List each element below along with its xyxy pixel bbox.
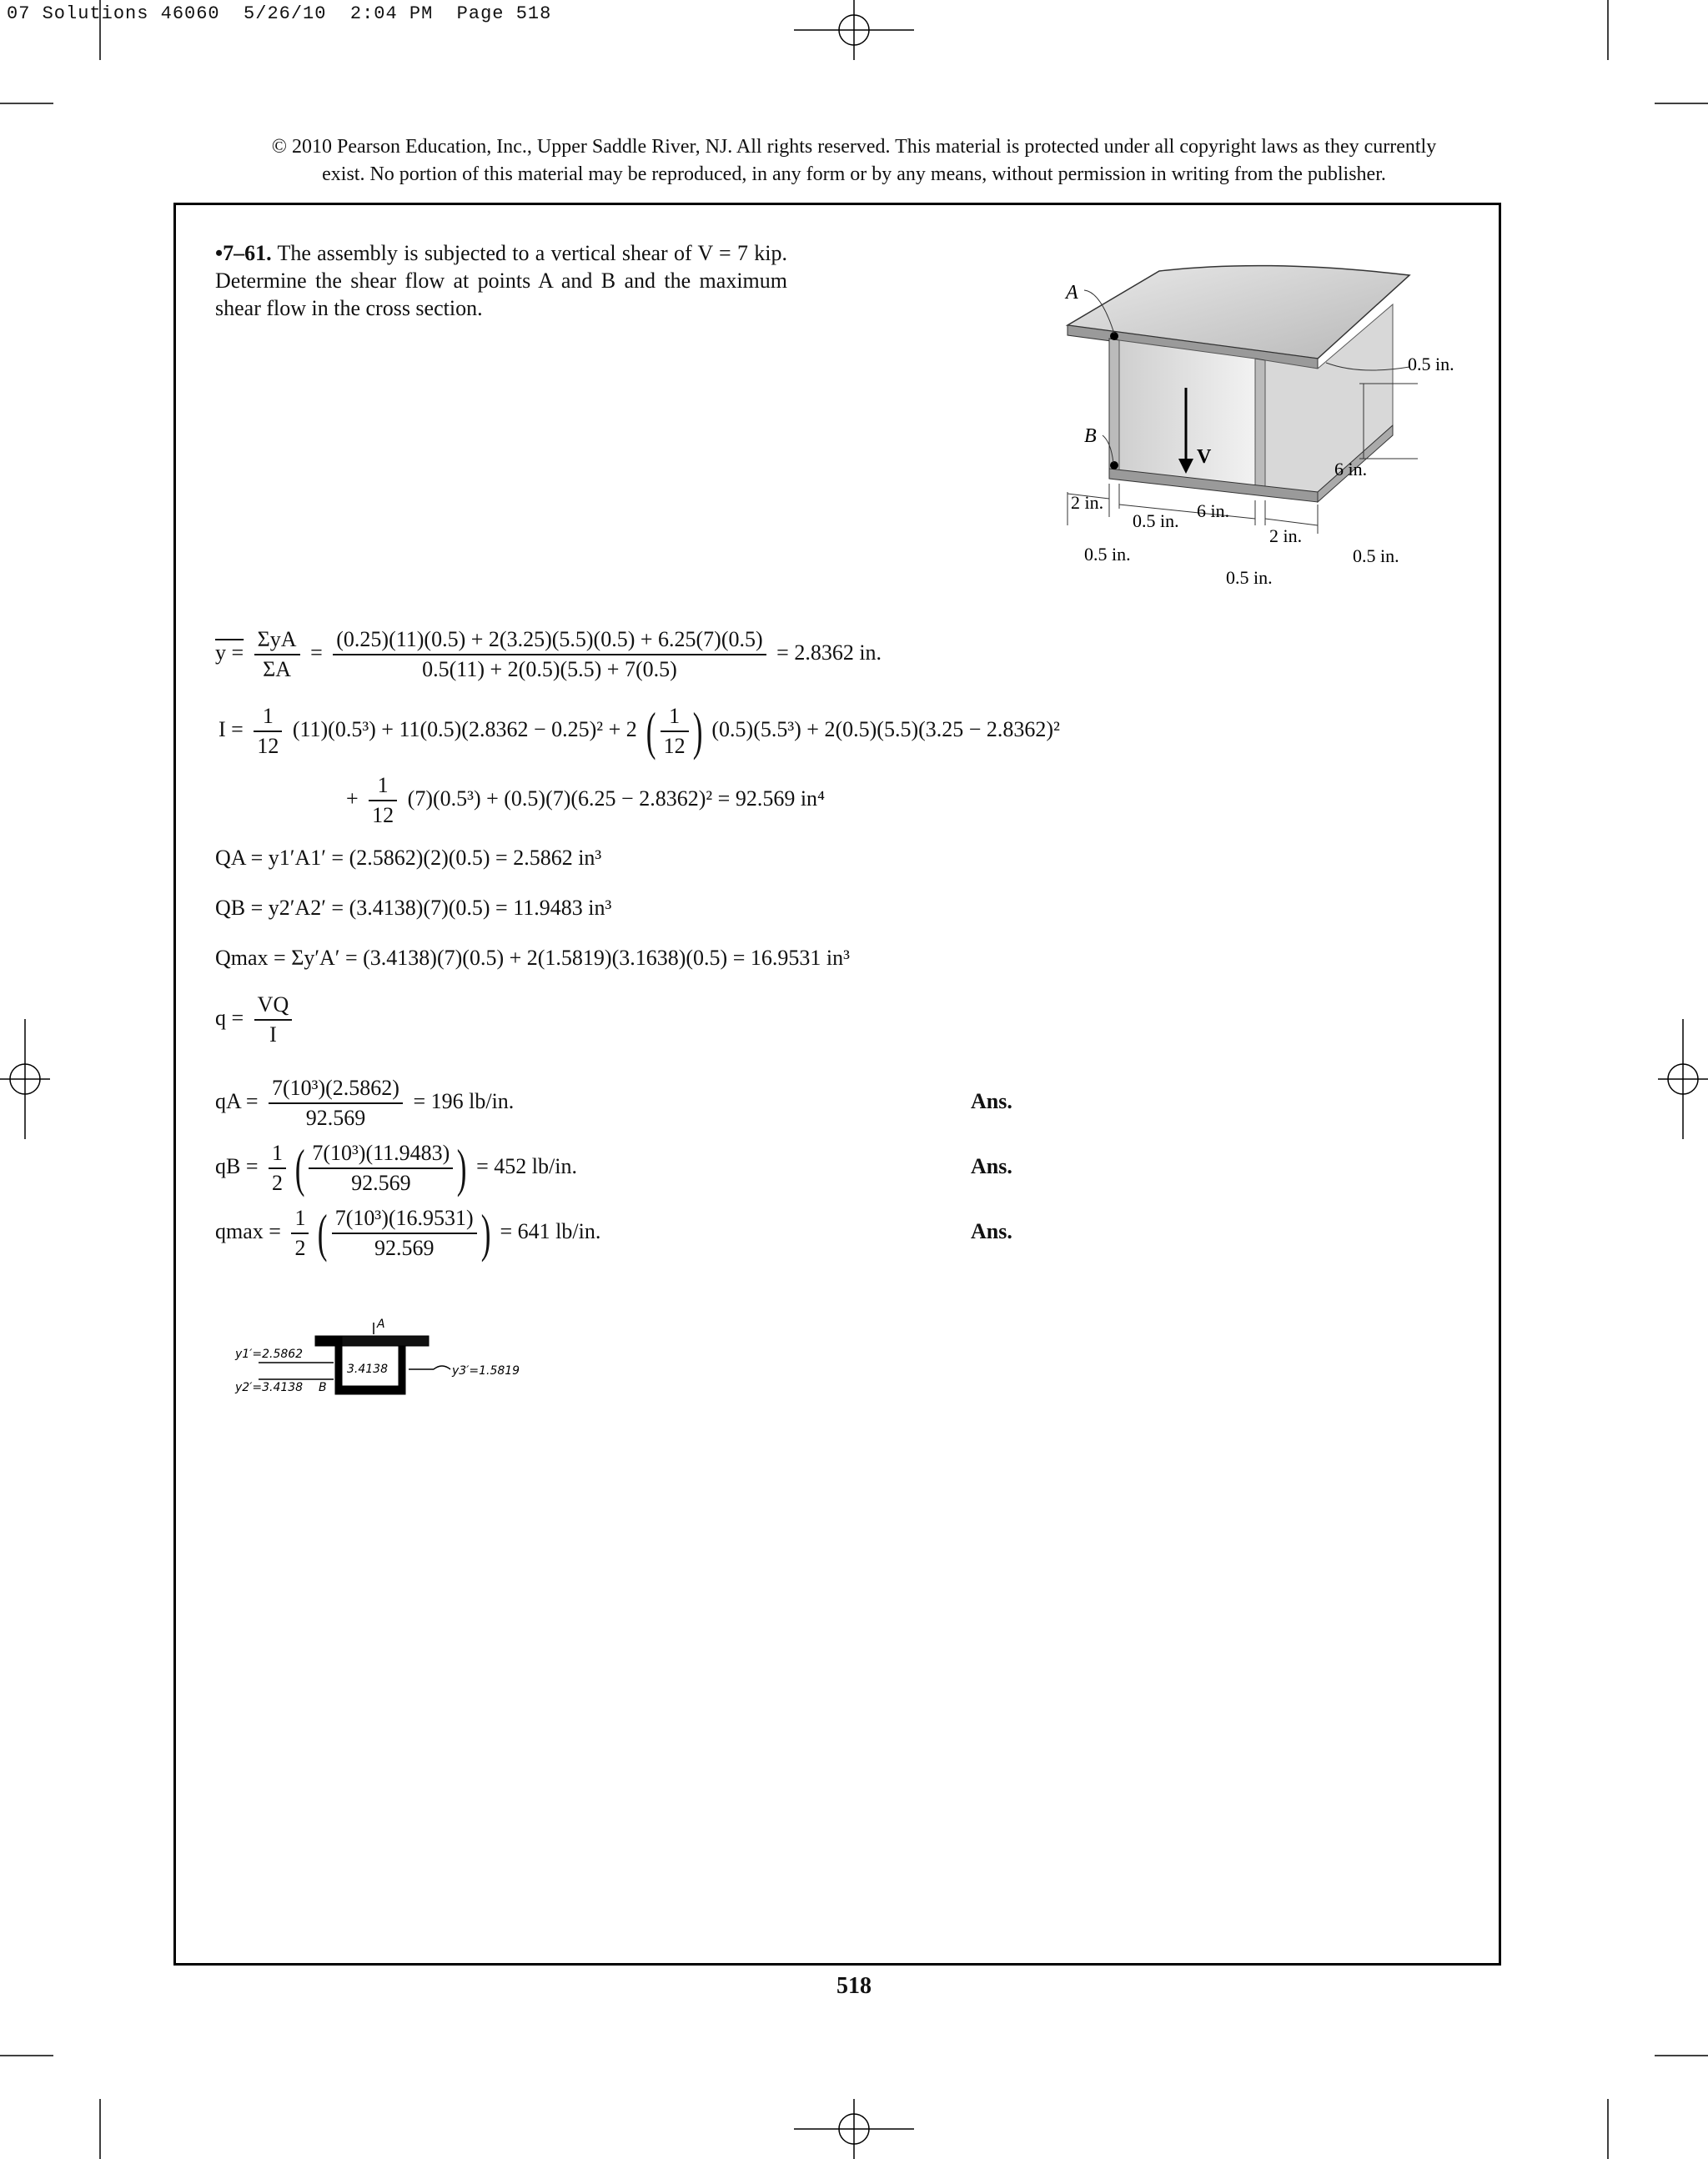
eq-shear-flow-b: qB = $\frac{1}{2}$ ( $\frac{\text{7(10³)(11.9483)}}{92.569}$ ) = 452 lb/in. xyxy=(215,1138,577,1197)
point-b-marker xyxy=(1110,461,1118,469)
printer-slug: 07 Solutions 46060 5/26/10 2:04 PM Page 518 xyxy=(7,3,552,24)
dim-height: 6 in. xyxy=(1334,459,1368,479)
eq-shear-flow-a: qA = $\frac{\text{7(10³)(2.5862)}}{92.569}$ = 196 lb/in. xyxy=(215,1076,515,1130)
problem-statement xyxy=(215,239,787,322)
eq-qmax: Qmax = Σy′A′ = (3.4138)(7)(0.5) + 2(1.5819)(3.1638)(0.5) = 16.9531 in³ xyxy=(215,946,850,970)
sketch-y3: y3′=1.5819 xyxy=(452,1364,520,1378)
dim-left-width: 2 in. xyxy=(1071,492,1104,513)
assembly-figure xyxy=(1059,250,1476,600)
dim-top-thickness: 0.5 in. xyxy=(1408,354,1454,374)
qa-result: = 196 lb/in. xyxy=(413,1088,515,1113)
cross-section-sketch xyxy=(217,1311,550,1428)
left-web xyxy=(1109,339,1119,471)
problem-text: The assembly is subjected to a vertical shear of V = 7 kip. Determine the shear flow at points A and B and the maximum shear flow in the cross section. xyxy=(215,241,788,320)
dim-right-width: 2 in. xyxy=(1269,525,1303,546)
problem-number: •7–61. xyxy=(215,241,272,265)
dim-left-thickness: 0.5 in. xyxy=(1084,544,1131,565)
answer-label-qmax: Ans. xyxy=(971,1219,1012,1243)
label-v: V xyxy=(1197,446,1212,468)
ybar-frac-numeric: $\frac{(0.25)(11)(0.5) + 2(3.25)(5.5)(0.5) + 6.25(7)(0.5)}{0.5(11) + 2(0.5)(5.5) + 7(0.5)}$ xyxy=(333,625,766,684)
eq-moment-of-inertia-line2: + $\frac{1}{12}$ (7)(0.5³) + (0.5)(7)(6.25 − 2.8362)² = 92.569 in⁴ xyxy=(346,773,826,827)
answer-label-qb: Ans. xyxy=(971,1154,1012,1178)
label-a: A xyxy=(1066,282,1078,304)
eq-shear-flow-formula: q = $\frac{VQ}{I}$ xyxy=(215,991,297,1049)
qmax-result: = 641 lb/in. xyxy=(500,1218,601,1243)
sketch-inner-dim: 3.4138 xyxy=(347,1363,388,1376)
eq-qb: QB = y2′A2′ = (3.4138)(7)(0.5) = 11.9483 in³ xyxy=(215,896,612,920)
page-number: 518 xyxy=(836,1973,872,1999)
label-b: B xyxy=(1084,425,1097,447)
eq-moment-of-inertia: I = $\frac{1}{12}$ (11)(0.5³) + 11(0.5)(2.8362 − 0.25)² + 2 ( $\frac{1}{12}$ ) (0.5)(5.5³) + 2(0.5)(5.5)(3.25 − 2.8362)² xyxy=(219,701,1060,761)
dim-bottom-thickness: 0.5 in. xyxy=(1353,545,1399,566)
sketch-y2: y2′=3.4138 xyxy=(235,1381,304,1394)
eq-ybar: y = $\frac{\text{ΣyA}}{\Sigma A}$ = $\frac{(0.25)(11)(0.5) + 2(3.25)(5.5)(0.5) + 6.25(7)(0.5)}{0.5(11) + 2(0.5)(5.5) + 7(0.5)}$ = 2.8362 in. xyxy=(215,625,882,684)
copyright-notice: © 2010 Pearson Education, Inc., Upper Saddle River, NJ. All rights reserved. This material is protected under all copyright laws as they currently exist. No portion of this material may be reproduced, in any form or by any means, without permission in writing from the publisher. xyxy=(271,136,1437,185)
sketch-label-b: B xyxy=(319,1381,327,1394)
ybar-result: = 2.8362 in. xyxy=(776,640,882,665)
ybar-frac-symbolic: $\frac{\text{ΣyA}}{\Sigma A}$ xyxy=(254,625,300,684)
dim-inner-thickness: 0.5 in. xyxy=(1226,567,1273,588)
answer-label-qa: Ans. xyxy=(971,1089,1012,1113)
sketch-y1: y1′=2.5862 xyxy=(235,1348,304,1361)
eq-shear-flow-max: qmax = $\frac{1}{2}$ ( $\frac{\text{7(10³)(16.9531)}}{92.569}$ ) = 641 lb/in. xyxy=(215,1203,601,1263)
qb-result: = 452 lb/in. xyxy=(476,1153,577,1178)
sketch-label-a: A xyxy=(377,1318,385,1331)
dim-inner-width: 6 in. xyxy=(1197,500,1230,521)
ybar-lhs: y = xyxy=(215,640,244,665)
right-web xyxy=(1255,359,1265,492)
eq-qa: QA = y1′A1′ = (2.5862)(2)(0.5) = 2.5862 in³ xyxy=(215,846,602,870)
dim-web-thickness: 0.5 in. xyxy=(1133,510,1179,531)
